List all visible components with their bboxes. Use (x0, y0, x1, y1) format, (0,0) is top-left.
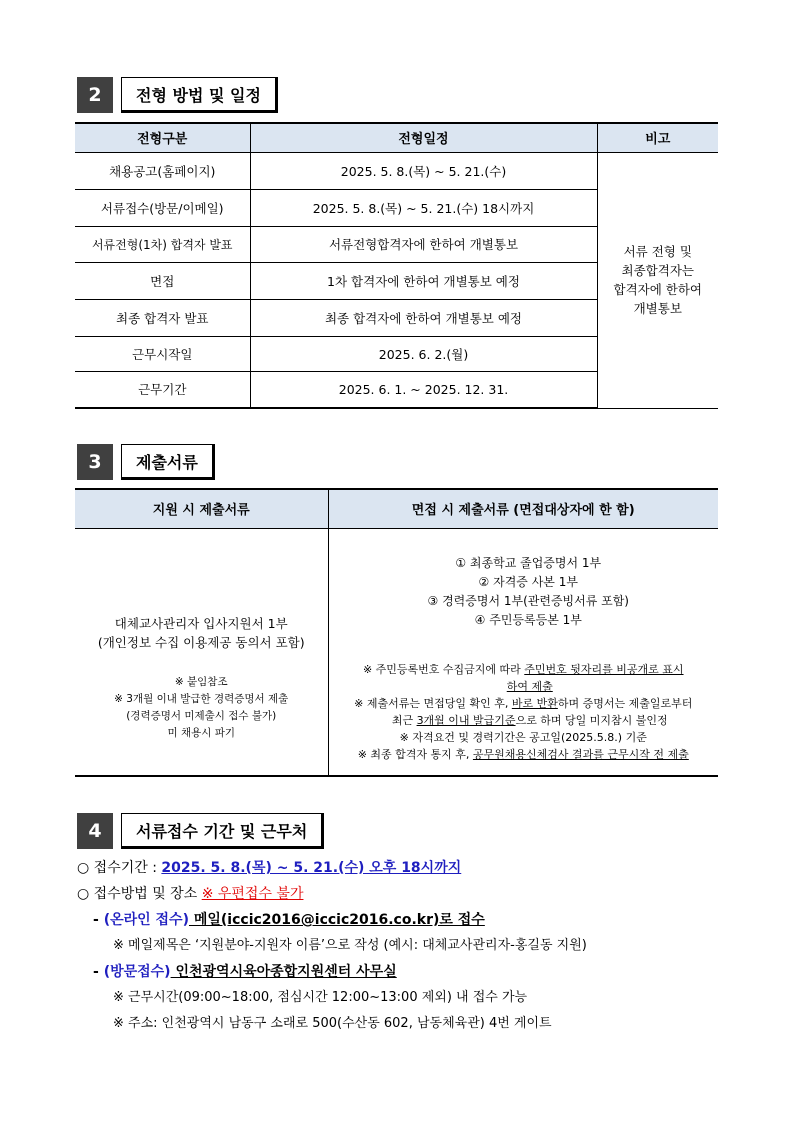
doc-line: 대체교사관리자 입사지원서 1부 (114, 615, 288, 631)
method-line: ○ 접수방법 및 장소 ※ 우편접수 불가 (77, 886, 304, 902)
doc-item: ③ 경력증명서 1부(관련증빙서류 포함) (427, 594, 629, 609)
doc-item: ① 최종학교 졸업증명서 1부 (455, 556, 602, 571)
section-title: 전형 방법 및 일정 (121, 77, 278, 113)
note-line: 미 채용시 파기 (167, 726, 236, 739)
online-note: ※ 메일제목은 ‘지원분야-지원자 이름’으로 작성 (예시: 대체교사관리자-홍길동 지원) (113, 938, 587, 953)
table-header: 비고 (597, 123, 718, 152)
date-cell: 서류전형합격자에 한하여 개별통보 (250, 226, 597, 262)
note-line: 하여 제출 (506, 680, 553, 694)
method-warning: ※ 우편접수 불가 (201, 886, 304, 902)
section-title: 제출서류 (121, 444, 215, 480)
date-cell: 2025. 5. 8.(목) ~ 5. 21.(수) 18시까지 (250, 189, 597, 226)
note-line: ※ 붙임참조 (174, 675, 228, 688)
remark-line: 서류 전형 및 (623, 244, 692, 259)
section-4-header (77, 813, 324, 849)
doc-line: (개인정보 수집 이용제공 동의서 포함) (97, 634, 305, 650)
period-line: ○ 접수기간 : 2025. 5. 8.(목) ~ 5. 21.(수) 오후 18시까지 (77, 860, 462, 876)
note-line: ※ 최종 합격자 통지 후, 공무원채용신체검사 결과를 근무시작 전 제출 (357, 748, 689, 762)
note-line: ※ 제출서류는 면접당일 확인 후, 바로 반환하며 증명서는 제출일로부터 (354, 697, 693, 711)
date-cell: 1차 합격자에 한하여 개별통보 예정 (250, 262, 597, 299)
address-note: ※ 주소: 인천광역시 남동구 소래로 500(수산동 602, 남동체육관) 4번 게이트 (113, 1016, 552, 1031)
note-line: ※ 3개월 이내 발급한 경력증명서 제출 (114, 692, 289, 705)
doc-item: ② 자격증 사본 1부 (478, 575, 578, 590)
note-line: ※ 주민등록번호 수집금지에 따라 주민번호 뒷자리를 비공개로 표시 (362, 663, 684, 677)
section-number: 3 (77, 444, 113, 480)
section-title: 서류접수 기간 및 근무처 (121, 813, 324, 849)
visit-text: 인천광역시육아종합지원센터 사무실 (170, 964, 397, 980)
doc-item: ④ 주민등록등본 1부 (474, 613, 582, 628)
stage-cell: 채용공고(홈페이지) (75, 152, 250, 189)
stage-cell: 근무기간 (75, 371, 250, 408)
remark-line: 최종합격자는 (621, 263, 694, 278)
online-text: 메일(iccic2016@iccic2016.co.kr)로 접수 (188, 912, 485, 928)
table-row (75, 152, 718, 189)
table-header: 지원 시 제출서류 (75, 489, 328, 528)
apply-documents-cell (75, 528, 328, 776)
visit-note: ※ 근무시간(09:00~18:00, 점심시간 12:00~13:00 제외) 내 접수 가능 (113, 990, 528, 1005)
period-value: 2025. 5. 8.(목) ~ 5. 21.(수) 오후 18시까지 (161, 860, 462, 876)
visit-line: - (방문접수) 인천광역시육아종합지원센터 사무실 (93, 964, 397, 980)
section-3-header (77, 444, 215, 480)
table-header: 전형일정 (250, 123, 597, 152)
section-2-header (77, 77, 278, 113)
date-cell: 최종 합격자에 한하여 개별통보 예정 (250, 299, 597, 336)
table-row (75, 528, 718, 776)
stage-cell: 근무시작일 (75, 336, 250, 371)
stage-cell: 최종 합격자 발표 (75, 299, 250, 336)
visit-label: (방문접수) (103, 964, 171, 980)
remark-cell (597, 152, 718, 408)
note-line: 최근 3개월 이내 발급기준으로 하며 당일 미지참시 불인정 (391, 714, 668, 728)
date-cell: 2025. 5. 8.(목) ~ 5. 21.(수) (250, 152, 597, 189)
online-label: (온라인 접수) (103, 912, 189, 928)
section-number: 2 (77, 77, 113, 113)
date-cell: 2025. 6. 1. ~ 2025. 12. 31. (250, 371, 597, 408)
note-line: (경력증명서 미제출시 접수 불가) (126, 709, 277, 722)
schedule-table (75, 122, 718, 409)
stage-cell: 서류전형(1차) 합격자 발표 (75, 226, 250, 262)
stage-cell: 서류접수(방문/이메일) (75, 189, 250, 226)
note-line: ※ 자격요건 및 경력기간은 공고일(2025.5.8.) 기준 (399, 731, 647, 745)
remark-line: 합격자에 한하여 (613, 282, 702, 297)
section-number: 4 (77, 813, 113, 849)
documents-table (75, 488, 718, 777)
interview-documents-cell (328, 528, 718, 776)
remark-line: 개별통보 (633, 301, 682, 316)
table-header: 면접 시 제출서류 (면접대상자에 한 함) (328, 489, 718, 528)
date-cell: 2025. 6. 2.(월) (250, 336, 597, 371)
table-header: 전형구분 (75, 123, 250, 152)
application-info (77, 855, 717, 1037)
stage-cell: 면접 (75, 262, 250, 299)
online-line: - (온라인 접수) 메일(iccic2016@iccic2016.co.kr)로 접수 (93, 912, 485, 928)
